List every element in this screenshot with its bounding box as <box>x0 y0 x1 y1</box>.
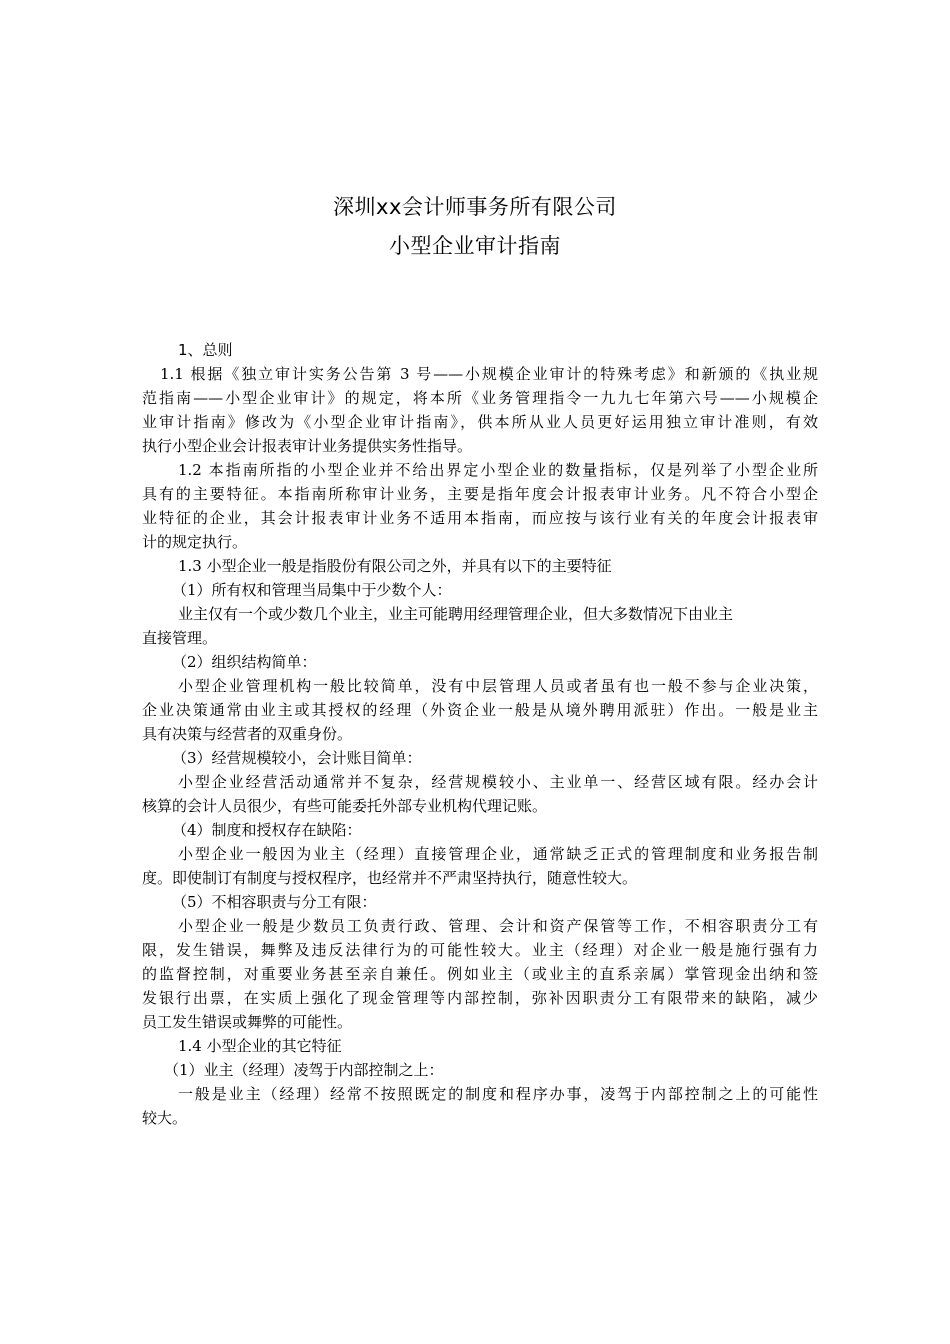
text-line: 范指南——小型企业审计》的规定，将本所《业务管理指令一九九七年第六号——小规模企 <box>142 389 818 407</box>
text-line: 度。即使制订有制度与授权程序，也经常并不严肃坚持执行，随意性较大。 <box>142 869 638 887</box>
text-line: 计的规定执行。 <box>142 533 248 551</box>
text-line: （3）经营规模较小，会计账目简单： <box>172 749 422 767</box>
text-line: 发银行出票，在实质上强化了现金管理等内部控制，弥补因职责分工有限带来的缺陷，减少 <box>142 989 818 1007</box>
text-line: 小型企业经营活动通常并不复杂，经营规模较小、主业单一、经营区域有限。经办会计 <box>178 773 818 791</box>
text-line: （4）制度和授权存在缺陷： <box>172 821 362 839</box>
text-line: （5）不相容职责与分工有限： <box>172 893 377 911</box>
section-heading: 1、总则 <box>178 341 233 359</box>
text-line: 1.1 根据《独立审计实务公告第 3 号——小规模企业审计的特殊考虑》和新颁的《执业规 <box>160 365 818 383</box>
text-line: 小型企业一般因为业主（经理）直接管理企业，通常缺乏正式的管理制度和业务报告制 <box>178 845 818 863</box>
text-line: 较大。 <box>142 1109 188 1127</box>
text-line: （1）业主（经理）凌驾于内部控制之上： <box>164 1061 444 1079</box>
document-title: 深圳xx会计师事务所有限公司 <box>333 195 617 219</box>
text-line: 企业决策通常由业主或其授权的经理（外资企业一般是从境外聘用派驻）作出。一般是业主 <box>142 701 818 719</box>
text-line: 小型企业管理机构一般比较简单，没有中层管理人员或者虽有也一般不参与企业决策， <box>178 677 818 695</box>
text-line: 限，发生错误，舞弊及违反法律行为的可能性较大。业主（经理）对企业一般是施行强有力 <box>142 941 818 959</box>
text-line: 1.4 小型企业的其它特征 <box>178 1037 342 1055</box>
document-subtitle: 小型企业审计指南 <box>389 234 561 258</box>
text-line: 1.2 本指南所指的小型企业并不给出界定小型企业的数量指标，仅是列举了小型企业所 <box>178 461 818 479</box>
text-line: 核算的会计人员很少，有些可能委托外部专业机构代理记账。 <box>142 797 548 815</box>
document-body <box>142 338 818 1130</box>
text-line: 的监督控制，对重要业务甚至亲自兼任。例如业主（或业主的直系亲属）掌管现金出纳和签 <box>142 965 818 983</box>
text-line: 具有决策与经营者的双重身份。 <box>142 725 353 743</box>
text-line: 执行小型企业会计报表审计业务提供实务性指导。 <box>142 437 473 455</box>
text-line: 直接管理。 <box>142 629 218 647</box>
text-line: （1）所有权和管理当局集中于少数个人： <box>172 581 452 599</box>
text-line: 员工发生错误或舞弊的可能性。 <box>142 1013 353 1031</box>
text-line: （2）组织结构简单： <box>172 653 317 671</box>
text-line: 业审计指南》修改为《小型企业审计指南》，供本所从业人员更好运用独立审计准则，有效 <box>142 413 818 431</box>
text-line: 一般是业主（经理）经常不按照既定的制度和程序办事，凌驾于内部控制之上的可能性 <box>178 1085 818 1103</box>
text-line: 1.3 小型企业一般是指股份有限公司之外，并具有以下的主要特征 <box>178 557 612 575</box>
text-line: 小型企业一般是少数员工负责行政、管理、会计和资产保管等工作，不相容职责分工有 <box>178 917 818 935</box>
text-line: 业特征的企业，其会计报表审计业务不适用本指南，而应按与该行业有关的年度会计报表审 <box>142 509 818 527</box>
text-line: 具有的主要特征。本指南所称审计业务，主要是指年度会计报表审计业务。凡不符合小型企 <box>142 485 818 503</box>
text-line: 业主仅有一个或少数几个业主，业主可能聘用经理管理企业，但大多数情况下由业主 <box>178 605 734 623</box>
